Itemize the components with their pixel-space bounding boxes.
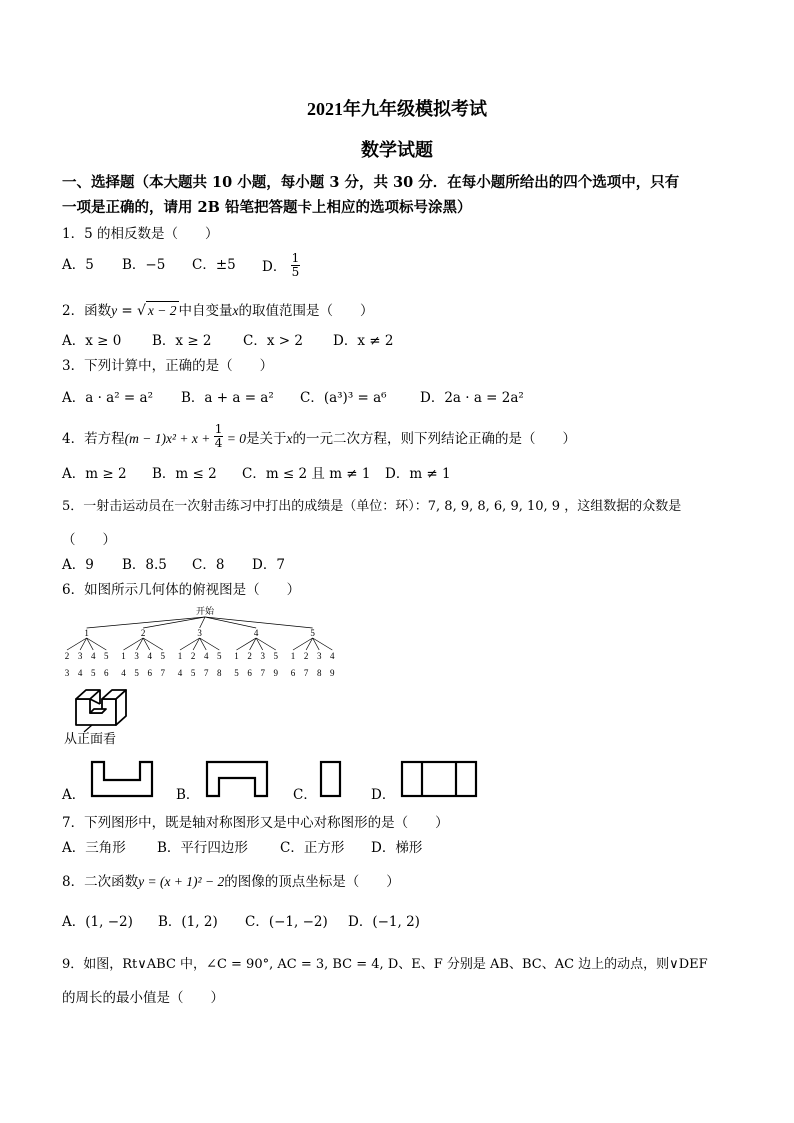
q1-fraction	[291, 252, 301, 279]
q4-var: x	[286, 431, 293, 446]
tree-level1-label: 1	[84, 628, 89, 638]
tree-row2-label: 2	[64, 651, 70, 661]
q4-eq-left: (m − 1)x² + x +	[124, 431, 214, 446]
tree-level1-label: 4	[253, 628, 259, 638]
q8-pre: 8．二次函数	[62, 874, 139, 890]
tree-row3-label: 7	[303, 668, 309, 678]
q6-option-c-shape	[319, 760, 343, 798]
q2-var: x	[232, 303, 239, 318]
tree-row2-label: 2	[247, 651, 252, 661]
q5-option-d: D．7	[252, 557, 285, 573]
q4-option-c: C．m ≤ 2 且 m ≠ 1	[242, 466, 371, 482]
tree-row3-label: 8	[316, 668, 322, 678]
q8-option-b: B．(1, 2)	[158, 914, 218, 930]
q2-eq: =	[117, 303, 137, 319]
tree-row3-label: 7	[203, 668, 209, 678]
q7-option-b: B．平行四边形	[157, 840, 248, 856]
tree-level1-label: 5	[310, 628, 315, 638]
q4-eq-right: = 0	[223, 431, 246, 446]
tree-branch-line	[205, 617, 256, 628]
tree-row3-label: 9	[273, 668, 279, 678]
q8-stem	[62, 873, 400, 891]
solid-figure	[72, 685, 134, 733]
tree-row2-label: 5	[273, 651, 279, 661]
tree-row3-label: 4	[77, 668, 83, 678]
q9-line2: 的周长的最小值是（ ）	[62, 990, 224, 1006]
q4-fraction-den: 4	[214, 436, 223, 450]
tree-row3-label: 5	[190, 668, 196, 678]
q6-option-b-shape	[205, 760, 269, 798]
q6-option-d-label: D．	[371, 787, 396, 803]
tree-row2-label: 1	[177, 651, 183, 661]
q6-option-b-label: B．	[176, 787, 200, 803]
tree-row2-label: 3	[77, 651, 83, 661]
tree-level1-label: 2	[140, 628, 146, 638]
q7-option-c: C．正方形	[280, 840, 345, 856]
tree-row3-label: 8	[217, 668, 222, 678]
tree-row3-label: 7	[160, 668, 166, 678]
q3-option-a: A．a · a² = a²	[62, 390, 153, 406]
q4-stem	[62, 422, 576, 450]
tree-row2-label: 4	[90, 651, 96, 661]
q7-stem: 7．下列图形中，既是轴对称图形又是中心对称图形的是（ ）	[62, 815, 449, 831]
section-heading-line1: 一、选择题（本大题共 10 小题，每小题 3 分，共 30 分．在每小题所给出的四个选项中，只有	[62, 174, 680, 191]
tree-row2-label: 4	[203, 651, 209, 661]
q1-option-a: A．5	[62, 257, 94, 273]
q2-pre: 2．函数	[62, 303, 112, 319]
tree-row3-label: 9	[330, 668, 335, 678]
tree-row2-label: 5	[160, 651, 166, 661]
tree-row2-label: 2	[190, 651, 196, 661]
tree-row3-label: 4	[177, 668, 183, 678]
tree-branch-line	[143, 617, 205, 628]
q4-mid: 是关于	[245, 431, 287, 447]
q2-option-b: B．x ≥ 2	[152, 333, 212, 349]
tree-branch-line	[200, 617, 205, 628]
tree-row2-label: 4	[330, 651, 335, 661]
tree-row3-label: 6	[247, 668, 252, 678]
q5-option-a: A．9	[62, 557, 94, 573]
q2-y: y	[111, 303, 118, 318]
tree-level1-label: 3	[197, 628, 202, 638]
tree-row2-label: 1	[121, 651, 126, 661]
q4-option-a: A．m ≥ 2	[62, 466, 127, 482]
q3-option-d: D．2a · a = 2a²	[420, 390, 524, 406]
tree-branch-line	[87, 617, 205, 628]
q4-option-d: D．m ≠ 1	[385, 466, 451, 482]
tree-row3-label: 7	[260, 668, 265, 678]
q8-option-d: D．(−1, 2)	[348, 914, 420, 930]
q8-expr: y = (x + 1)² − 2	[138, 874, 225, 889]
page-title: 2021年九年级模拟考试	[307, 99, 487, 119]
q1-stem: 1．5 的相反数是（ ）	[62, 226, 219, 242]
q1-option-b: B．−5	[122, 257, 166, 273]
tree-row2-label: 3	[260, 651, 265, 661]
tree-row3-label: 4	[121, 668, 126, 678]
tree-row2-label: 2	[303, 651, 309, 661]
q6-option-a-shape	[90, 760, 154, 798]
tree-row2-label: 3	[134, 651, 139, 661]
q6-option-a-label: A．	[62, 787, 86, 803]
q4-fraction	[214, 423, 224, 450]
tree-row3-label: 5	[234, 668, 239, 678]
q5-option-c: C．8	[192, 557, 225, 573]
page-subtitle: 数学试题	[361, 140, 433, 160]
q4-option-b: B．m ≤ 2	[152, 466, 217, 482]
tree-row2-label: 1	[290, 651, 296, 661]
q3-option-c: C．(a³)³ = a⁶	[300, 390, 387, 406]
tree-row2-label: 5	[217, 651, 222, 661]
tree-row2-label: 4	[147, 651, 152, 661]
q5-option-b: B．8.5	[122, 557, 167, 573]
tree-diagram	[55, 604, 355, 682]
q1-option-d-label: D．	[262, 259, 287, 275]
q8-post: 的图像的顶点坐标是（ ）	[224, 874, 400, 890]
tree-row3-label: 3	[64, 668, 70, 678]
q4-fraction-num: 1	[214, 422, 223, 436]
q7-option-d: D．梯形	[371, 840, 423, 856]
q5-paren: （ ）	[62, 532, 116, 548]
tree-row2-label: 1	[234, 651, 239, 661]
tree-row3-label: 6	[290, 668, 296, 678]
q2-stem: 2．函数y = √ x − 2 中自变量x的取值范围是（ ）	[62, 303, 374, 319]
q5-stem: 5．一射击运动员在一次射击练习中打出的成绩是（单位：环）：7, 8, 9, 8, 6, 9, 10, 9 ，这组数据的众数是	[62, 499, 682, 514]
tree-row2-label: 3	[316, 651, 322, 661]
q2-post: 中自变量	[178, 303, 233, 319]
q2-option-d: D．x ≠ 2	[333, 333, 394, 349]
tree-root-label: 开始	[195, 606, 215, 616]
tree-row2-label: 5	[104, 651, 109, 661]
q1-option-c: C．±5	[192, 257, 236, 273]
q6-option-c-label: C．	[293, 787, 317, 803]
q2-option-c: C．x > 2	[243, 333, 303, 349]
q7-option-a: A．三角形	[62, 840, 126, 856]
q2-option-a: A．x ≥ 0	[62, 333, 122, 349]
q2-radicand: x − 2	[147, 303, 177, 318]
q6-option-d-shape	[400, 760, 478, 798]
q3-option-b: B．a + a = a²	[181, 390, 274, 406]
q4-post: 的一元二次方程，则下列结论正确的是（ ）	[292, 431, 576, 447]
q6-stem: 6．如图所示几何体的俯视图是（ ）	[62, 582, 301, 598]
q3-stem: 3．下列计算中，正确的是（ ）	[62, 358, 274, 374]
q2-post2: 的取值范围是（ ）	[238, 303, 374, 319]
q1-option-d	[262, 251, 300, 279]
figure-caption: 从正面看	[64, 732, 117, 747]
q9-line1: 9．如图，Rt∨ABC 中，∠C = 90°, AC = 3, BC = 4, D、E、F 分别是 AB、BC、AC 边上的动点，则∨DEF	[62, 957, 708, 972]
tree-branch-line	[205, 617, 313, 628]
q1-fraction-num: 1	[291, 251, 300, 265]
q8-option-a: A．(1, −2)	[62, 914, 133, 930]
q4-pre: 4．若方程	[62, 431, 125, 447]
tree-row3-label: 6	[147, 668, 152, 678]
tree-row3-label: 5	[134, 668, 139, 678]
tree-row3-label: 5	[90, 668, 96, 678]
q1-fraction-den: 5	[291, 265, 300, 279]
section-heading-line2: 一项是正确的，请用 2B 铅笔把答题卡上相应的选项标号涂黑）	[62, 199, 472, 216]
q8-option-c: C．(−1, −2)	[245, 914, 328, 930]
tree-row3-label: 6	[104, 668, 109, 678]
